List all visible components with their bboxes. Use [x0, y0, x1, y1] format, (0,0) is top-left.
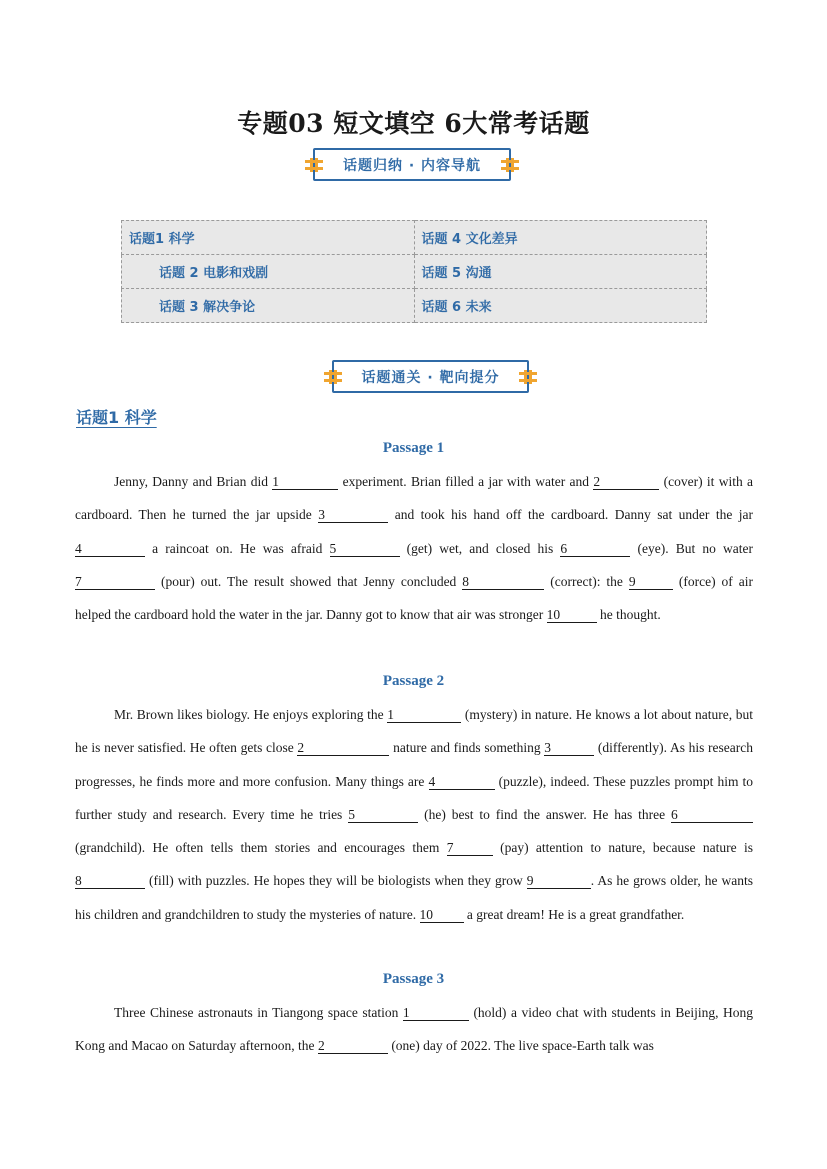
banner-label: 话题通关 · 靶向提分 — [361, 369, 500, 386]
answer-blank: 4 — [75, 542, 145, 557]
answer-blank: 1 — [272, 475, 338, 490]
banner-topic-navigation — [313, 148, 511, 181]
topic-table — [121, 220, 707, 323]
answer-blank: 10 — [547, 608, 597, 623]
passage-title: Passage 2 — [382, 673, 445, 689]
decoration-icon — [305, 158, 323, 172]
answer-blank: 5 — [330, 542, 400, 557]
answer-blank: 3 — [544, 741, 594, 756]
topic-cell: 话题 2 电影和戏剧 — [122, 255, 415, 289]
answer-blank: 2 — [593, 475, 659, 490]
answer-blank: 6 — [671, 808, 753, 823]
passage-title: Passage 3 — [382, 971, 445, 987]
topic-cell: 话题 3 解决争论 — [122, 289, 415, 323]
answer-blank: 8 — [75, 874, 145, 889]
answer-blank: 1 — [387, 708, 461, 723]
section-heading: 话题1 科学 — [76, 408, 157, 427]
answer-blank: 10 — [420, 908, 464, 923]
answer-blank: 2 — [297, 741, 389, 756]
answer-blank: 8 — [462, 575, 544, 590]
answer-blank: 9 — [629, 575, 673, 590]
answer-blank: 7 — [447, 841, 493, 856]
decoration-icon — [501, 158, 519, 172]
topic-cell: 话题1 科学 — [122, 221, 415, 255]
passage-body: Mr. Brown likes biology. He enjoys exploring the 1 (mystery) in nature. He knows a lot about nature, but he is never satisfied. He often gets close 2 nature and finds something 3 (differently). As his research progresses, he finds more and more confusion. Many things are 4 (puzzle), indeed. These puzzles prompt him to further study and research. Every time he tries 5 (he) best to find the answer. He has three 6 (grandchild). He often tells them stories and encourages them 7 (pay) attention to nature, because nature is 8 (fill) with puzzles. He hopes they will be biologists when they grow 9 . As he grows older, he wants his children and grandchildren to study the mysteries of nature. 10 a great dream! He is a great grandfather. — [75, 707, 754, 922]
page-title: 专题03 短文填空 6大常考话题 — [237, 109, 590, 138]
topic-cell: 话题 4 文化差异 — [414, 221, 707, 255]
banner-practice — [332, 360, 529, 393]
answer-blank: 4 — [429, 775, 495, 790]
topic-cell: 话题 5 沟通 — [414, 255, 707, 289]
passage-title: Passage 1 — [382, 440, 445, 456]
answer-blank: 9 — [527, 874, 591, 889]
topic-cell: 话题 6 未来 — [414, 289, 707, 323]
answer-blank: 6 — [560, 542, 630, 557]
answer-blank: 5 — [348, 808, 418, 823]
answer-blank: 2 — [318, 1039, 388, 1054]
banner-label: 话题归纳 · 内容导航 — [342, 157, 482, 174]
decoration-icon — [324, 370, 342, 384]
answer-blank: 3 — [318, 508, 388, 523]
passage-body: Jenny, Danny and Brian did 1 experiment. Brian filled a jar with water and 2 (cover) it with a cardboard. Then he turned the jar upside 3 and took his hand off the cardboard. Danny sat under the jar 4 a raincoat on. He was afraid 5 (get) wet, and closed his 6 (eye). But no water 7 (pour) out. The result showed that Jenny concluded 8 (correct): the 9 (force) of air helped the cardboard hold the water in the jar. Danny got to know that air was stronger 10 he thought. — [75, 474, 754, 623]
answer-blank: 7 — [75, 575, 155, 590]
passage-body: Three Chinese astronauts in Tiangong space station 1 (hold) a video chat with students in Beijing, Hong Kong and Macao on Saturday afternoon, the 2 (one) day of 2022. The live space-Earth talk was — [75, 1005, 753, 1054]
decoration-icon — [519, 370, 537, 384]
answer-blank: 1 — [403, 1006, 469, 1021]
